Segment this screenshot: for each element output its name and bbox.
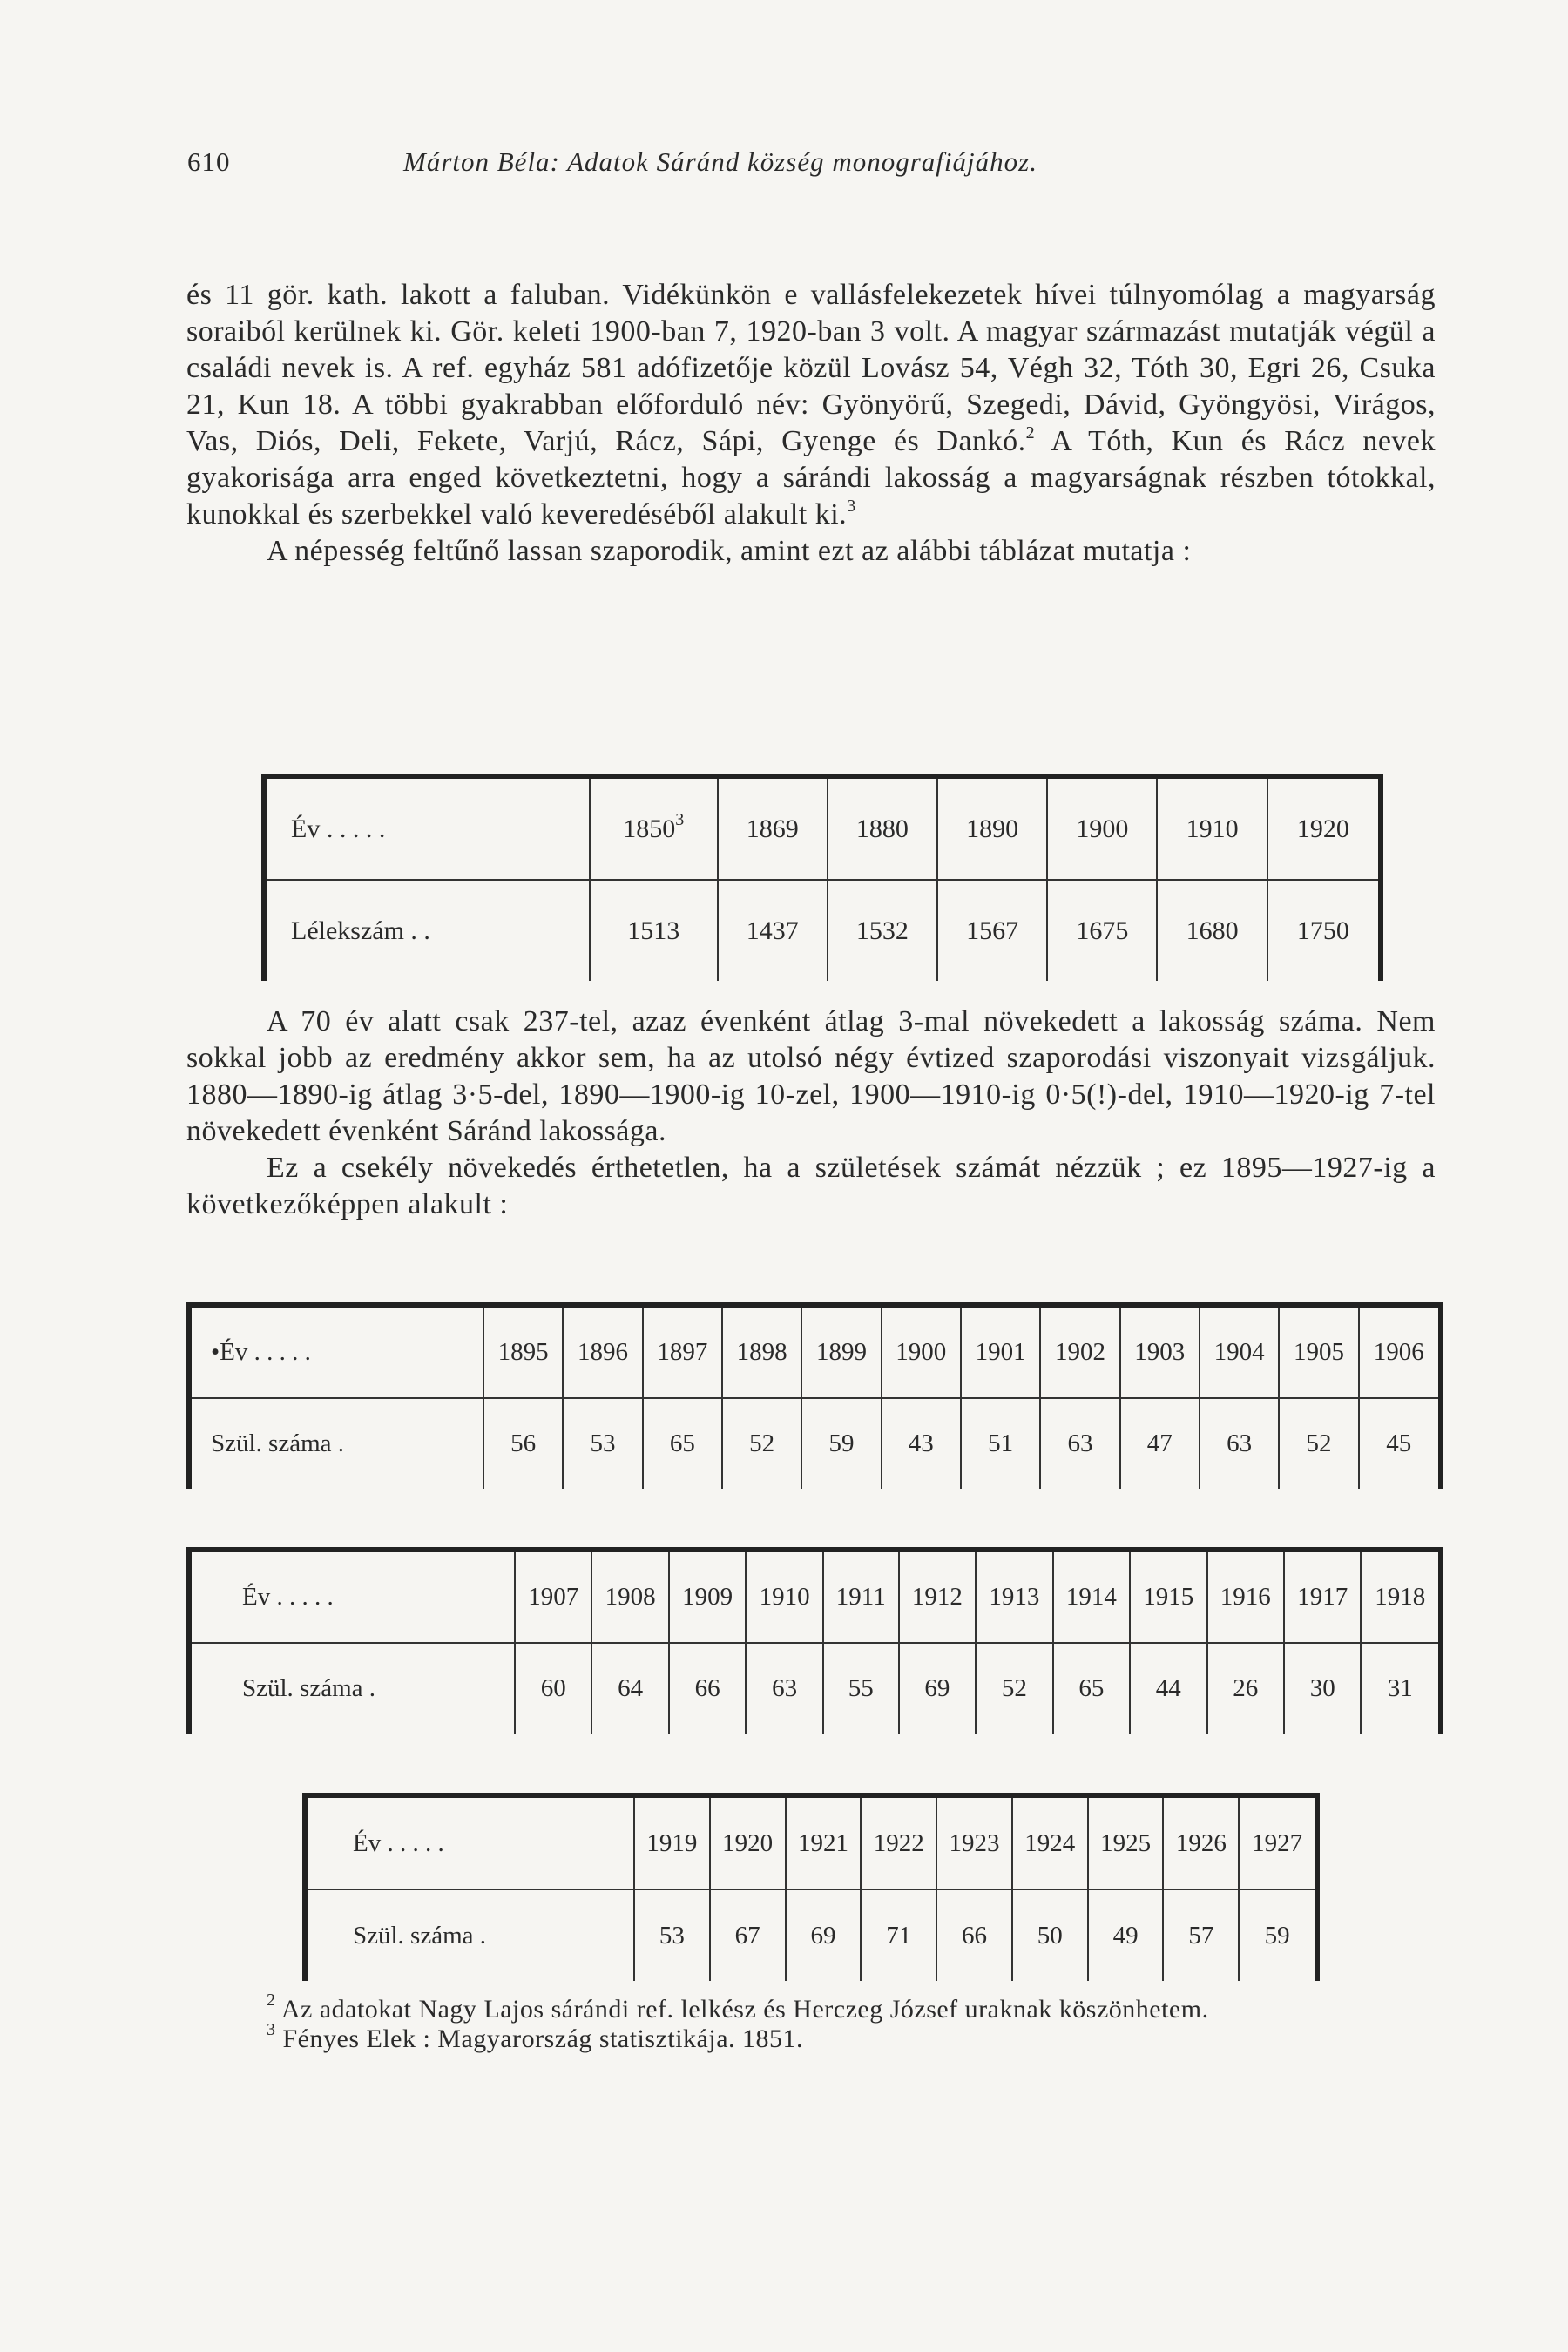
value-cell: 30 xyxy=(1284,1643,1361,1734)
table-row-births xyxy=(189,1643,1441,1734)
value-cell: 57 xyxy=(1163,1889,1239,1981)
table-row-years xyxy=(189,1550,1441,1643)
table-row-years xyxy=(264,776,1381,880)
table-row-births xyxy=(189,1398,1441,1489)
value-cell: 51 xyxy=(961,1398,1040,1489)
year-cell: 1900 xyxy=(1047,776,1157,880)
year-cell: 1923 xyxy=(936,1795,1012,1889)
value-cell: 1513 xyxy=(590,880,718,981)
value-cell: 52 xyxy=(1279,1398,1358,1489)
year-cell: 1880 xyxy=(828,776,937,880)
value-cell: 44 xyxy=(1130,1643,1206,1734)
footnote-3 xyxy=(186,2020,1436,2054)
population-table xyxy=(261,774,1383,981)
value-cell: 47 xyxy=(1120,1398,1200,1489)
row-label: Év . . . . . xyxy=(189,1550,515,1643)
row-label: Szül. száma . xyxy=(305,1889,634,1981)
value-cell: 69 xyxy=(899,1643,976,1734)
value-cell: 64 xyxy=(591,1643,668,1734)
paragraph-text: A Tóth, Kun és Rácz nevek gyakorisága arra enged következtetni, hogy a sárándi lakosság a magyarságnak részben tótokkal, kunokkal és szerbekkel való keveredéséből alakult ki. xyxy=(186,425,1436,531)
value-cell: 63 xyxy=(746,1643,822,1734)
footnote-ref: 3 xyxy=(847,497,856,516)
value-cell: 43 xyxy=(882,1398,961,1489)
value-cell: 66 xyxy=(669,1643,746,1734)
value-cell: 1437 xyxy=(718,880,828,981)
year-cell: 1895 xyxy=(483,1305,563,1398)
year-cell: 1901 xyxy=(961,1305,1040,1398)
year-cell: 1903 xyxy=(1120,1305,1200,1398)
year-cell: 1916 xyxy=(1207,1550,1284,1643)
births-table-1907-1918 xyxy=(186,1547,1443,1734)
year-cell: 1897 xyxy=(643,1305,722,1398)
paragraph-growth-analysis: A 70 év alatt csak 237-tel, azaz évenként átlag 3-mal növekedett a lakosság száma. Nem sokkal jobb az eredmény akkor sem, ha az utolsó négy évtized szaporodási viszonyait vizsgáljuk. 1880—1890-ig átlag 3·5-del, 1890—1900-ig 10-zel, 1900—1910-ig 0·5(!)-del, 1910—1920-ig 7-tel növekedett évenként Sáránd lakossága. xyxy=(186,1005,1436,1147)
value-cell: 1750 xyxy=(1267,880,1381,981)
value-cell: 53 xyxy=(634,1889,710,1981)
year-cell: 1900 xyxy=(882,1305,961,1398)
year-cell: 1920 xyxy=(710,1795,786,1889)
body-text-middle xyxy=(186,1004,1436,1223)
value-cell: 71 xyxy=(861,1889,936,1981)
footnotes xyxy=(186,1990,1436,2054)
value-cell: 63 xyxy=(1040,1398,1119,1489)
table-row-births xyxy=(305,1889,1317,1981)
year-cell: 1918 xyxy=(1361,1550,1441,1643)
year-cell: 1890 xyxy=(937,776,1047,880)
footnote-ref: 3 xyxy=(675,809,685,829)
footnote-text: Fényes Elek : Magyarország statisztikája. 1851. xyxy=(275,2024,804,2053)
births-table-1919-1927 xyxy=(302,1793,1320,1981)
year-cell: 1913 xyxy=(976,1550,1052,1643)
paragraph-births-intro: Ez a csekély növekedés érthetetlen, ha a születések számát nézzük ; ez 1895—1927-ig a következőképpen alakult : xyxy=(186,1152,1436,1220)
value-cell: 56 xyxy=(483,1398,563,1489)
value-cell: 63 xyxy=(1200,1398,1279,1489)
year-cell: 1869 xyxy=(718,776,828,880)
year-cell: 1898 xyxy=(722,1305,801,1398)
value-cell: 1567 xyxy=(937,880,1047,981)
year-cell: 1921 xyxy=(786,1795,862,1889)
table-row-years xyxy=(305,1795,1317,1889)
value-cell: 53 xyxy=(563,1398,642,1489)
value-cell: 66 xyxy=(936,1889,1012,1981)
body-text-upper xyxy=(186,277,1436,570)
row-label: •Év . . . . . xyxy=(189,1305,483,1398)
year-cell: 1908 xyxy=(591,1550,668,1643)
year-cell: 1899 xyxy=(801,1305,881,1398)
value-cell: 65 xyxy=(643,1398,722,1489)
year-cell: 1915 xyxy=(1130,1550,1206,1643)
value-cell: 1532 xyxy=(828,880,937,981)
page-number: 610 xyxy=(187,146,231,177)
year-cell: 1922 xyxy=(861,1795,936,1889)
value-cell: 60 xyxy=(515,1643,591,1734)
value-cell: 59 xyxy=(1239,1889,1317,1981)
year-cell: 1902 xyxy=(1040,1305,1119,1398)
year-cell: 1926 xyxy=(1163,1795,1239,1889)
year-cell: 1920 xyxy=(1267,776,1381,880)
value-cell: 45 xyxy=(1359,1398,1441,1489)
year-cell: 1927 xyxy=(1239,1795,1317,1889)
value-cell: 69 xyxy=(786,1889,862,1981)
footnote-mark: 2 xyxy=(267,1990,276,2010)
value-cell: 1675 xyxy=(1047,880,1157,981)
year-cell: 1914 xyxy=(1053,1550,1130,1643)
year-cell: 1896 xyxy=(563,1305,642,1398)
year-cell: 1924 xyxy=(1012,1795,1088,1889)
value-cell: 31 xyxy=(1361,1643,1441,1734)
row-label: Év . . . . . xyxy=(305,1795,634,1889)
value-cell: 1680 xyxy=(1157,880,1267,981)
year-cell: 1910 xyxy=(746,1550,822,1643)
year-cell: 1909 xyxy=(669,1550,746,1643)
table-row-population xyxy=(264,880,1381,981)
footnote-mark: 3 xyxy=(267,2020,276,2039)
year-cell: 1925 xyxy=(1088,1795,1164,1889)
footnote-ref: 2 xyxy=(1025,423,1036,443)
value-cell: 52 xyxy=(976,1643,1052,1734)
year-cell: 1904 xyxy=(1200,1305,1279,1398)
value-cell: 49 xyxy=(1088,1889,1164,1981)
value-cell: 26 xyxy=(1207,1643,1284,1734)
value-cell: 65 xyxy=(1053,1643,1130,1734)
paragraph-text: és 11 gör. kath. lakott a faluban. Vidékünkön e vallásfelekezetek hívei túlnyomólag a magyarság soraiból kerülnek ki. Gör. keleti 1900-ban 7, 1920-ban 3 volt. A magyar származást mutatják végül a családi nevek is. A ref. egyház 581 adófizetője közül Lovász 54, Végh 32, Tóth 30, Egri 26, Csuka 21, Kun 18. A többi gyakrabban előforduló név: Gyönyörű, Szegedi, Dávid, Gyöngyösi, Virágos, Vas, Diós, Deli, Fekete, Varjú, Rácz, Sápi, Gyenge és Dankó. xyxy=(186,279,1436,457)
year-cell: 1906 xyxy=(1359,1305,1441,1398)
year-cell: 1917 xyxy=(1284,1550,1361,1643)
value-cell: 50 xyxy=(1012,1889,1088,1981)
row-label: Szül. száma . xyxy=(189,1398,483,1489)
births-table-1895-1906 xyxy=(186,1302,1443,1489)
year-cell: 1907 xyxy=(515,1550,591,1643)
value-cell: 55 xyxy=(823,1643,899,1734)
year-cell: 1911 xyxy=(823,1550,899,1643)
row-label: Lélekszám . . xyxy=(264,880,590,981)
footnote-2 xyxy=(186,1990,1436,2024)
year-cell: 1910 xyxy=(1157,776,1267,880)
value-cell: 52 xyxy=(722,1398,801,1489)
year-cell: 1912 xyxy=(899,1550,976,1643)
year-cell: 1850$^3$ xyxy=(590,776,718,880)
year-cell: 1919 xyxy=(634,1795,710,1889)
value-cell: 67 xyxy=(710,1889,786,1981)
row-label: Szül. száma . xyxy=(189,1643,515,1734)
year-cell: 1905 xyxy=(1279,1305,1358,1398)
paragraph-family-names xyxy=(186,277,1436,533)
paragraph-population-intro: A népesség feltűnő lassan szaporodik, amint ezt az alábbi táblázat mutatja : xyxy=(267,535,1192,567)
table-row-years xyxy=(189,1305,1441,1398)
value-cell: 59 xyxy=(801,1398,881,1489)
footnote-text: Az adatokat Nagy Lajos sárándi ref. lelkész és Herczeg József uraknak köszönhetem. xyxy=(275,1995,1209,2024)
running-title: Márton Béla: Adatok Sáránd község monografiájához. xyxy=(403,146,1037,177)
row-label: Év . . . . . xyxy=(264,776,590,880)
